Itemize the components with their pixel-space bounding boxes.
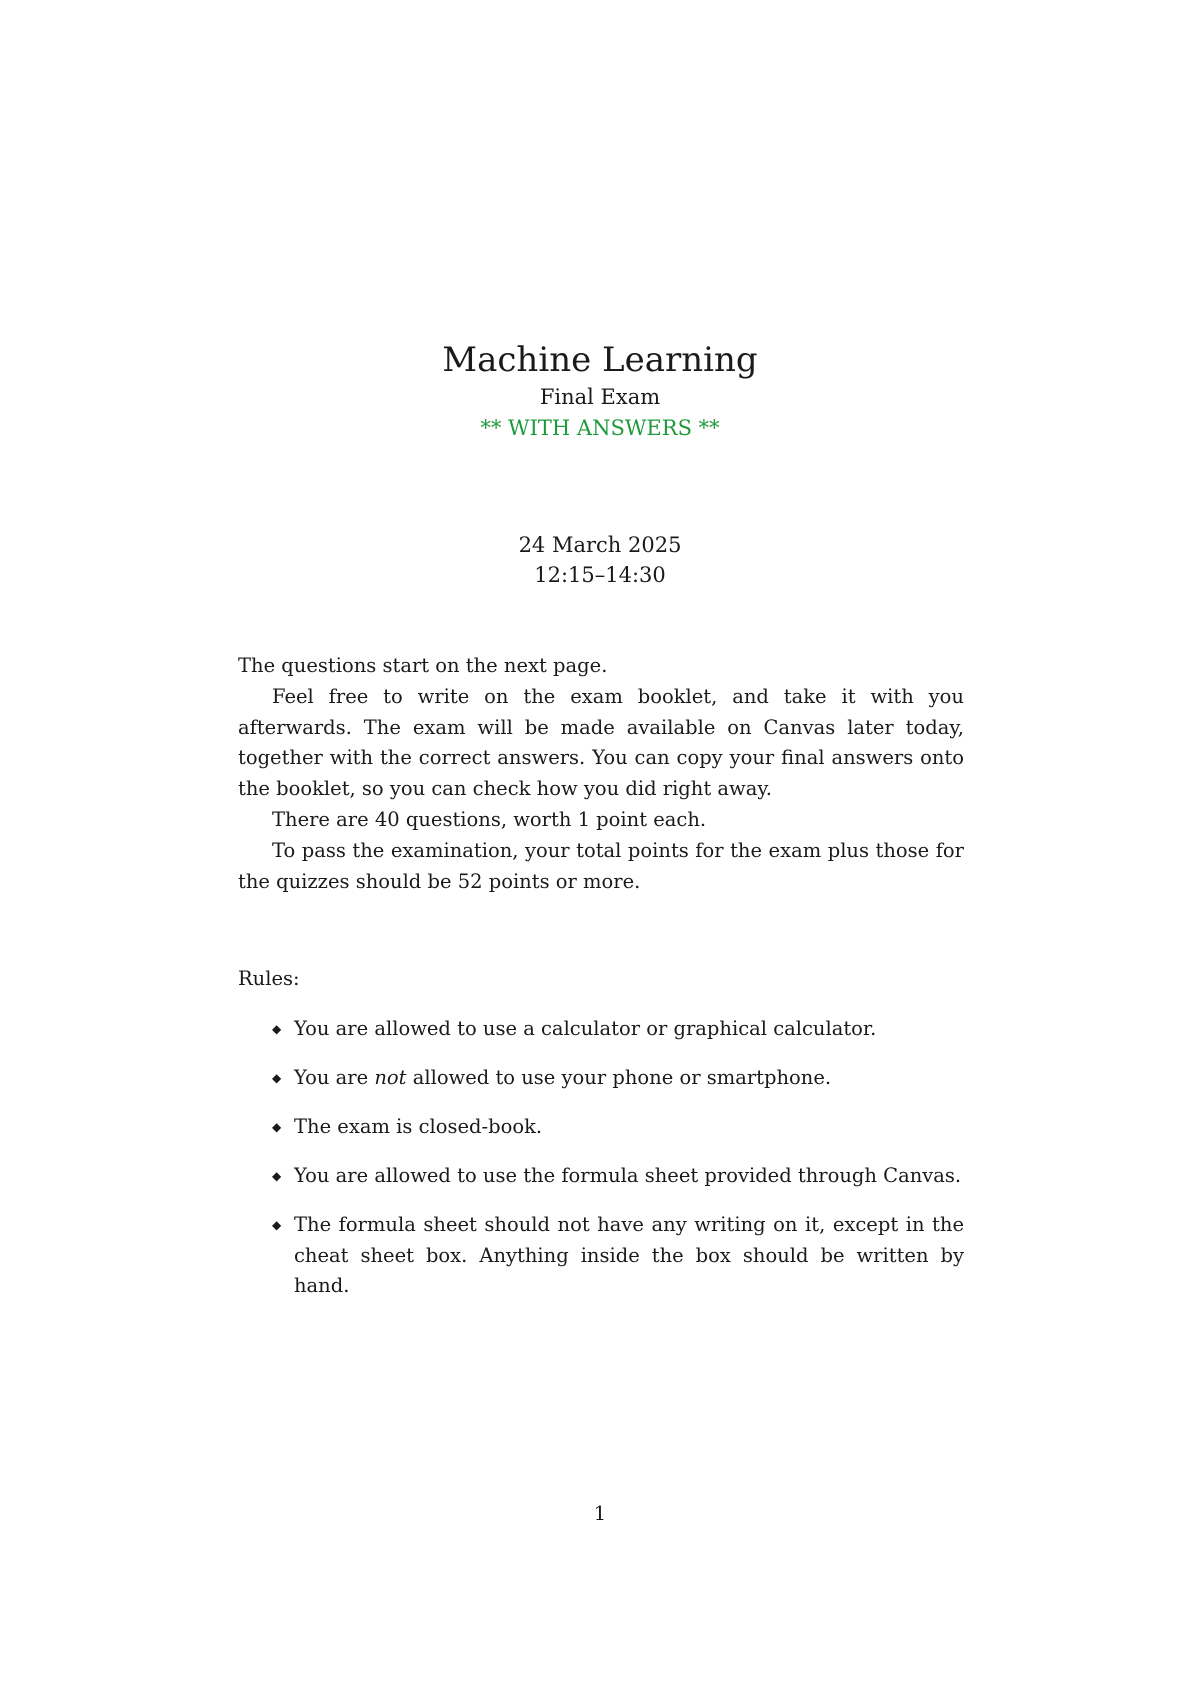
with-answers-label: ** WITH ANSWERS ** xyxy=(480,416,720,440)
rule-item xyxy=(238,1063,964,1094)
rule-text-part: allowed to use your phone or smartphone. xyxy=(406,1066,832,1089)
bullet-icon: ◆ xyxy=(272,1120,282,1134)
rule-emphasis: not xyxy=(374,1066,407,1089)
rule-item xyxy=(238,1210,964,1302)
exam-date: 24 March 2025 xyxy=(518,533,682,557)
bullet-icon: ◆ xyxy=(272,1071,282,1085)
document-title: Machine Learning xyxy=(442,340,758,380)
rule-item xyxy=(238,1161,964,1192)
rule-item xyxy=(238,1014,964,1045)
title-block xyxy=(0,338,1200,444)
rule-text xyxy=(294,1066,831,1089)
instruction-paragraph: The questions start on the next page. xyxy=(238,654,608,677)
page-number: 1 xyxy=(593,1502,607,1525)
rules-list xyxy=(238,1014,964,1320)
bullet-icon: ◆ xyxy=(272,1022,282,1036)
rule-text-part: You are xyxy=(294,1066,375,1089)
rule-text: The exam is closed-book. xyxy=(294,1115,543,1138)
rule-text: The formula sheet should not have any writing on it, except in the cheat sheet box. Anything inside the box should be written by hand. xyxy=(294,1213,964,1297)
rule-item xyxy=(238,1112,964,1143)
exam-time: 12:15–14:30 xyxy=(534,563,666,587)
exam-schedule xyxy=(0,530,1200,590)
rules-heading: Rules: xyxy=(238,967,300,990)
instruction-paragraph: To pass the examination, your total points for the exam plus those for the quizzes should be 52 points or more. xyxy=(238,838,964,893)
rule-text: You are allowed to use a calculator or graphical calculator. xyxy=(294,1017,877,1040)
instruction-paragraph: Feel free to write on the exam booklet, and take it with you afterwards. The exam will be made available on Canvas later today, together with the correct answers. You can copy your final answers onto the booklet, so you can check how you did right away. xyxy=(238,684,964,801)
instruction-paragraph: There are 40 questions, worth 1 point each. xyxy=(272,807,707,831)
bullet-icon: ◆ xyxy=(272,1218,282,1232)
document-subtitle: Final Exam xyxy=(539,385,661,409)
instructions xyxy=(238,651,964,897)
bullet-icon: ◆ xyxy=(272,1169,282,1183)
rule-text: You are allowed to use the formula sheet provided through Canvas. xyxy=(294,1164,962,1187)
